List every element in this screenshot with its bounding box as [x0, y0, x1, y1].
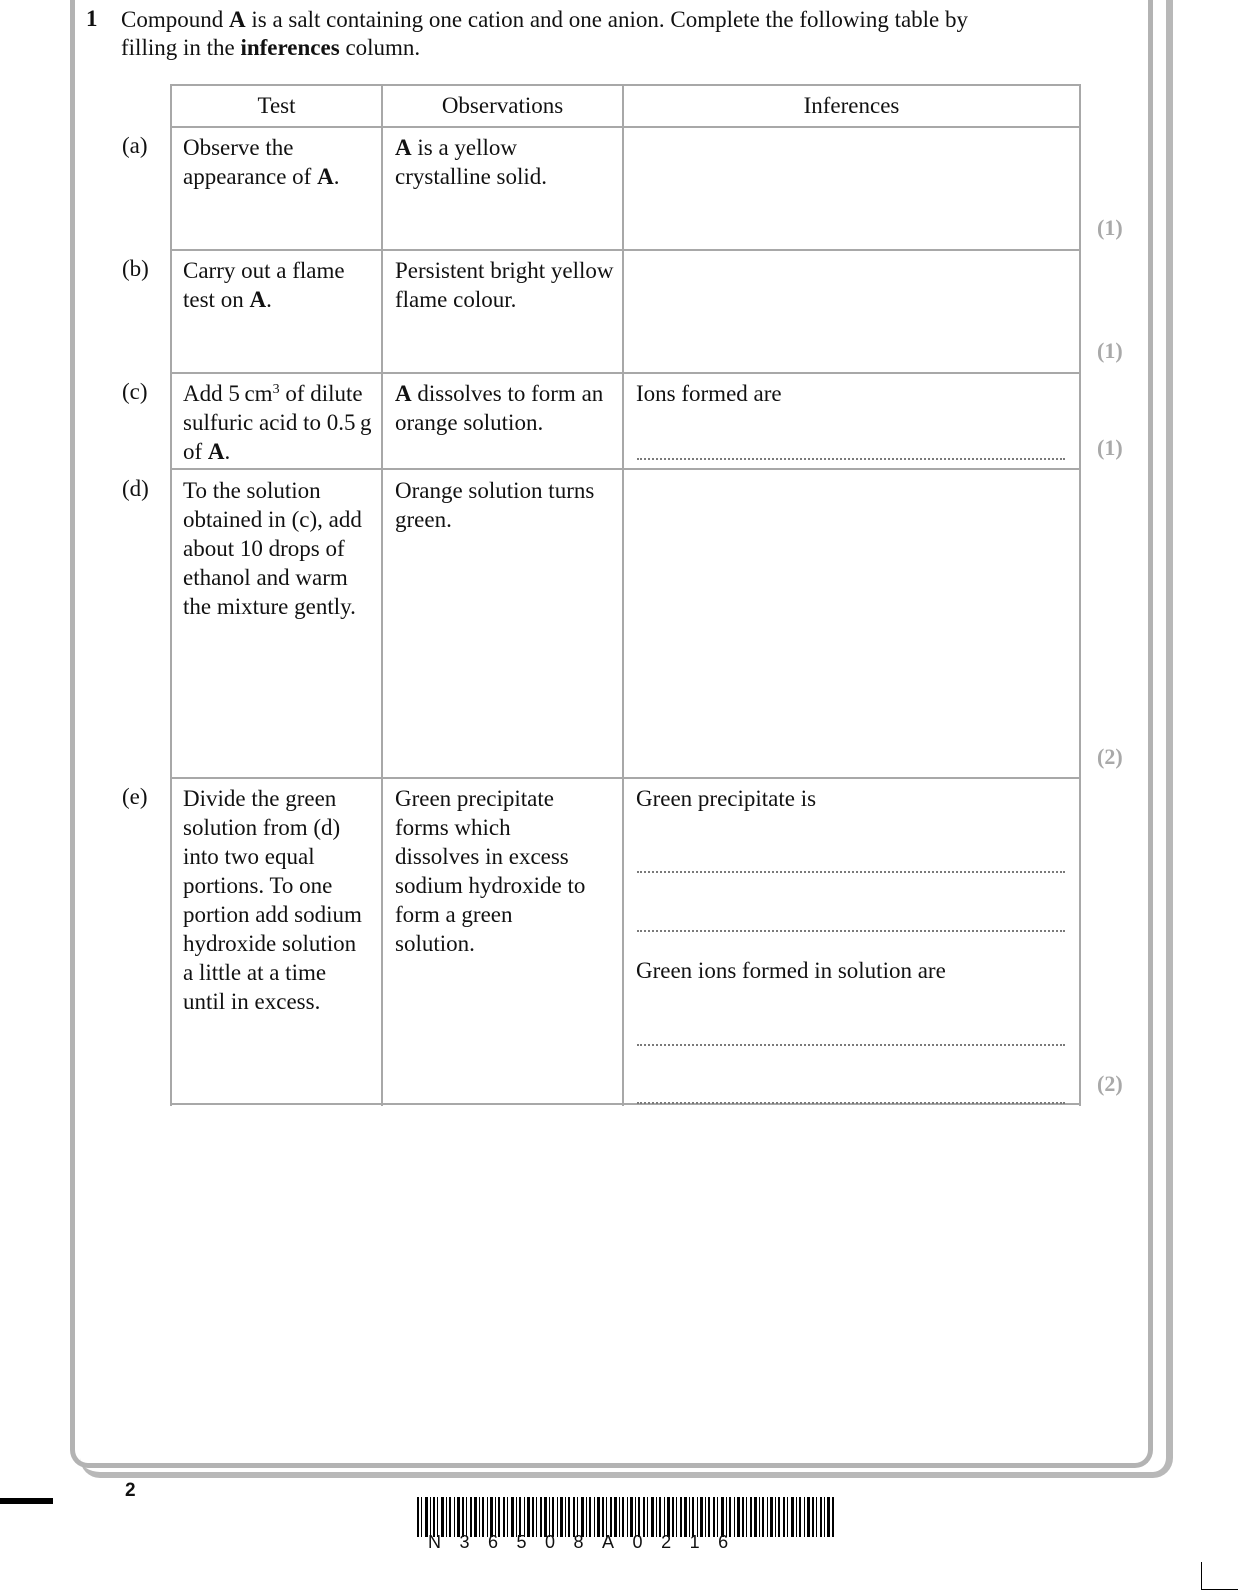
page-number: 2 — [125, 1480, 136, 1501]
header-test: Test — [257, 93, 296, 118]
answer-line-c[interactable] — [637, 458, 1065, 460]
answer-line-e1[interactable] — [637, 871, 1065, 873]
observation-cell-a: A is a yellow crystalline solid. — [395, 135, 548, 189]
test-cell-a: Observe the appearance of A. — [183, 135, 340, 189]
marks-e: (2) — [1097, 1071, 1123, 1096]
marks-a: (1) — [1097, 215, 1123, 240]
marks-d: (2) — [1097, 744, 1123, 769]
question-number: 1 — [86, 6, 98, 31]
observation-cell-c: A dissolves to form an orange solution. — [395, 381, 604, 435]
part-label-a: (a) — [122, 133, 148, 158]
inference-prompt-e2: Green ions formed in solution are — [636, 958, 946, 983]
inference-prompt-c: Ions formed are — [636, 381, 782, 406]
test-cell-c: Add 5 $cm^3$ of dilute sulfuric acid to 0.5 g of A. — [183, 381, 372, 464]
part-label-e: (e) — [122, 784, 148, 809]
answer-line-e2[interactable] — [637, 930, 1065, 932]
part-label-c: (c) — [122, 379, 148, 404]
test-cell-e: Divide the green solution from (d) into two equal portions. To one portion add sodium hydroxide solution a little at a time until in excess. — [183, 786, 362, 1014]
question-text: Compound A is a salt containing one cation and one anion. Complete the following table by filling in the inferences column. — [121, 7, 969, 60]
answer-line-e4[interactable] — [637, 1102, 1065, 1104]
part-label-b: (b) — [122, 256, 149, 281]
observation-cell-b: Persistent bright yellow flame colour. — [395, 258, 614, 312]
answer-line-e3[interactable] — [637, 1044, 1065, 1046]
header-observations: Observations — [441, 93, 564, 118]
test-cell-b: Carry out a flame test on A. — [183, 258, 345, 312]
test-cell-d: To the solution obtained in (c), add about 10 drops of ethanol and warm the mixture gently. — [183, 478, 362, 619]
marks-c: (1) — [1097, 435, 1123, 460]
marks-b: (1) — [1097, 338, 1123, 363]
page-edge-mark — [0, 1498, 53, 1504]
observation-cell-e: Green precipitate forms which dissolves in excess sodium hydroxide to form a green solution. — [395, 786, 586, 956]
page-frame — [70, 0, 1153, 1468]
observation-cell-d: Orange solution turns green. — [395, 478, 595, 532]
part-label-d: (d) — [122, 476, 149, 501]
header-inferences: Inferences — [803, 93, 900, 118]
crop-mark — [1201, 1562, 1238, 1590]
barcode-text: N36508A0216 — [428, 1532, 747, 1552]
barcode-image — [417, 1497, 835, 1537]
inference-prompt-e1: Green precipitate is — [636, 786, 817, 811]
